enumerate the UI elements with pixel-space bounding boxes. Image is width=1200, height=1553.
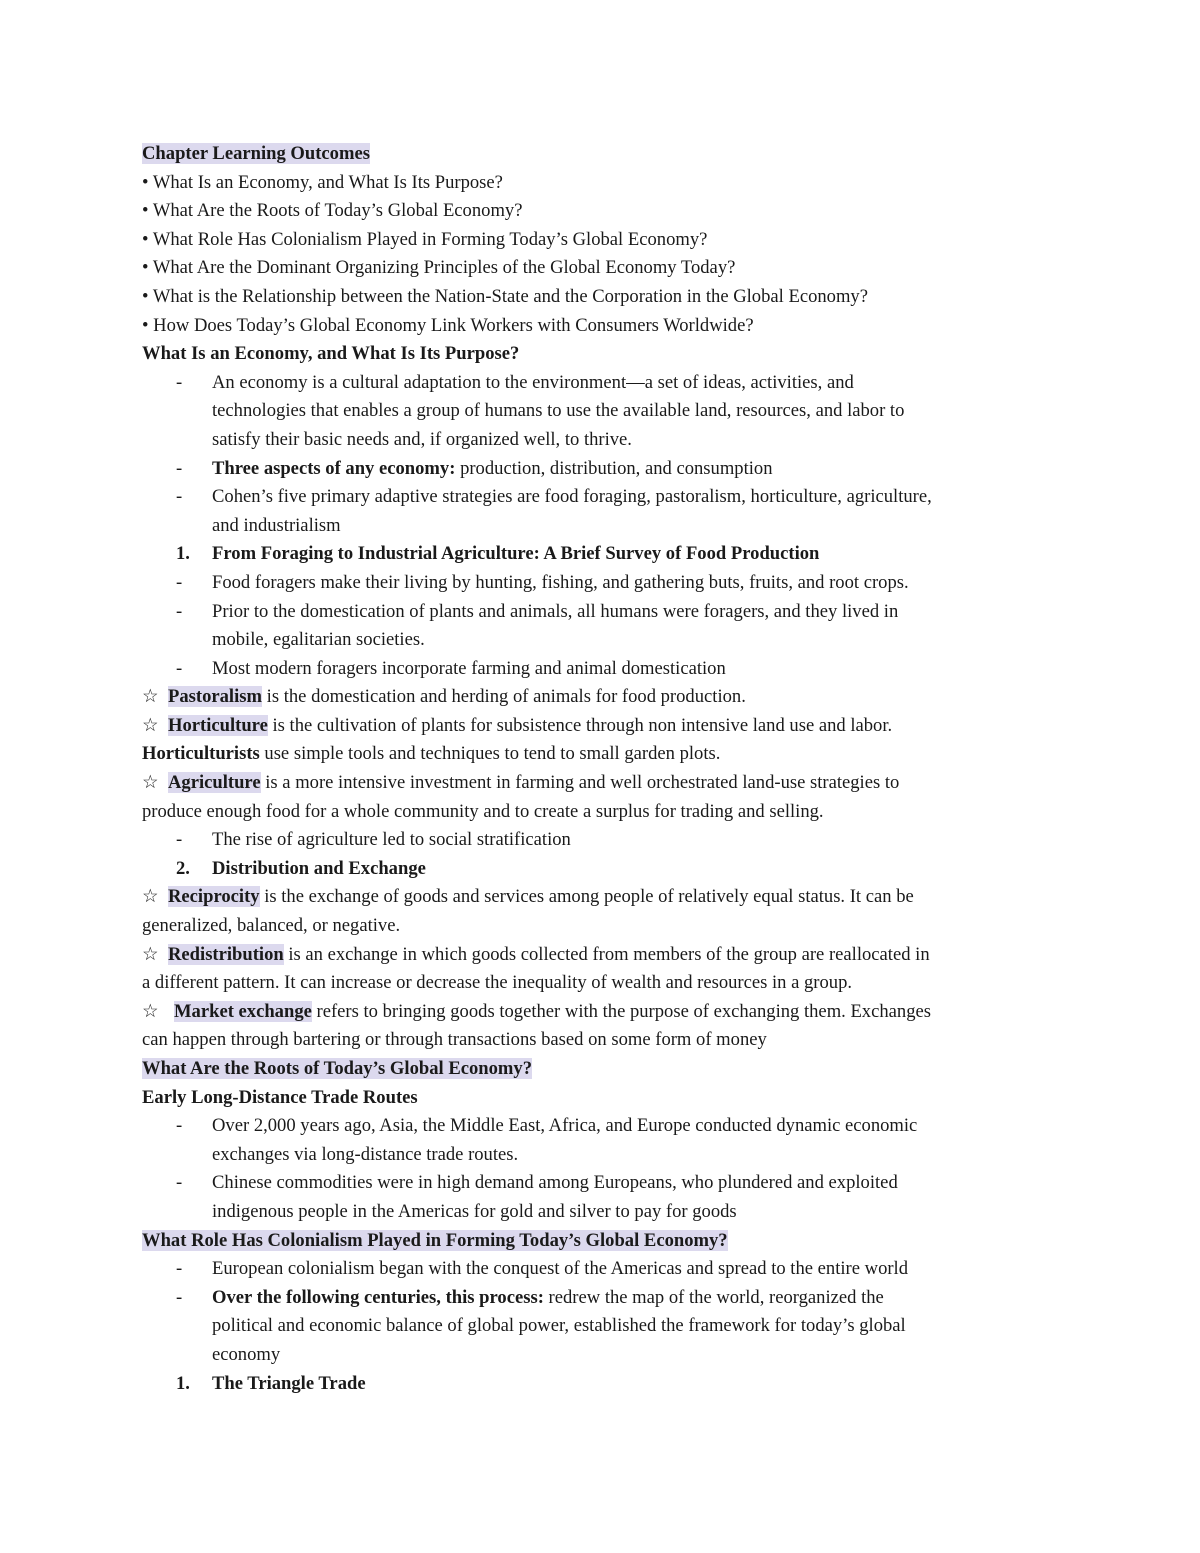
definition-text: can happen through bartering or through transactions based on some form of money [142, 1029, 767, 1051]
bullet-text: satisfy their basic needs and, if organized well, to thrive. [212, 428, 632, 450]
outcomes-title: Chapter Learning Outcomes [142, 143, 370, 164]
definition-text: produce enough food for a whole community and to create a surplus for trading and selling. [142, 800, 824, 822]
bullet-item [142, 1284, 1062, 1370]
outcome-item: • How Does Today’s Global Economy Link Workers with Consumers Worldwide? [142, 314, 754, 336]
definition-pastoralism [142, 683, 1062, 712]
term: Market exchange [174, 1000, 312, 1022]
outcome-item: • What Is an Economy, and What Is Its Purpose? [142, 171, 503, 193]
dash-marker: - [176, 829, 183, 851]
star-icon: ☆ [142, 1000, 159, 1022]
definition-text: is an exchange in which goods collected from members of the group are reallocated in [283, 943, 930, 965]
dash-marker: - [176, 657, 183, 679]
outcome-item: • What Are the Roots of Today’s Global Economy? [142, 200, 523, 222]
dash-marker: - [176, 600, 183, 622]
definition-horticulturists [142, 740, 1062, 769]
numbered-heading-text: The Triangle Trade [212, 1372, 366, 1394]
bullet-text: economy [212, 1343, 281, 1365]
bullet-item [142, 369, 1062, 455]
outcome-item: • What is the Relationship between the Nation-State and the Corporation in the Global Economy? [142, 285, 868, 307]
bullet-item [142, 455, 1062, 484]
dash-marker: - [176, 1172, 183, 1194]
numbered-heading [142, 1370, 1062, 1399]
bullet-text: An economy is a cultural adaptation to the environment—a set of ideas, activities, and [212, 371, 854, 393]
bullet-item [142, 826, 1062, 855]
bullet-text: European colonialism began with the conquest of the Americas and spread to the entire world [212, 1258, 909, 1280]
term: Reciprocity [168, 886, 260, 908]
dash-marker: - [176, 486, 183, 508]
term: Horticulturists [142, 743, 260, 765]
bullet-text: Prior to the domestication of plants and animals, all humans were foragers, and they lived in [212, 600, 899, 622]
term: Agriculture [168, 772, 261, 794]
definition-market-exchange [142, 998, 1062, 1055]
bullet-text: technologies that enables a group of humans to use the available land, resources, and labor to [212, 400, 905, 422]
dash-marker: - [176, 1258, 183, 1280]
numbered-heading [142, 855, 1062, 884]
number-marker: 1. [176, 1372, 190, 1394]
bullet-item [142, 1255, 1062, 1284]
bullet-text: Cohen’s five primary adaptive strategies are food foraging, pastoralism, horticulture, agriculture, [212, 486, 932, 508]
numbered-heading [142, 540, 1062, 569]
bullet-text: The rise of agriculture led to social stratification [212, 829, 571, 851]
term: Redistribution [168, 943, 284, 965]
term: Horticulture [168, 714, 268, 736]
definition-text: generalized, balanced, or negative. [142, 915, 401, 937]
bullet-text: Chinese commodities were in high demand among Europeans, who plundered and exploited [212, 1172, 898, 1194]
dash-marker: - [176, 371, 183, 393]
number-marker: 2. [176, 857, 190, 879]
definition-agriculture [142, 769, 1062, 826]
definition-text: is the exchange of goods and services among people of relatively equal status. It can be [259, 886, 914, 908]
definition-text: is the cultivation of plants for subsistence through non intensive land use and labor. [267, 714, 893, 736]
bullet-item [142, 598, 1062, 655]
number-marker: 1. [176, 543, 190, 565]
definition-text: is the domestication and herding of animals for food production. [262, 686, 746, 708]
numbered-heading-text: From Foraging to Industrial Agriculture: A Brief Survey of Food Production [212, 543, 820, 565]
outcome-item: • What Are the Dominant Organizing Principles of the Global Economy Today? [142, 257, 736, 279]
star-icon: ☆ [142, 686, 159, 708]
bullet-item [142, 1112, 1062, 1169]
outcome-item: • What Role Has Colonialism Played in Forming Today’s Global Economy? [142, 228, 708, 250]
section-heading-economy: What Is an Economy, and What Is Its Purpose? [142, 343, 520, 365]
bullet-bold-lead: Three aspects of any economy: [212, 457, 456, 479]
section-heading-roots: What Are the Roots of Today’s Global Economy? [142, 1058, 532, 1079]
bullet-text: Over 2,000 years ago, Asia, the Middle East, Africa, and Europe conducted dynamic economic [212, 1115, 918, 1137]
star-icon: ☆ [142, 714, 159, 736]
document-page [142, 140, 1062, 1398]
definition-text: refers to bringing goods together with the purpose of exchanging them. Exchanges [311, 1000, 931, 1022]
term: Pastoralism [168, 686, 262, 708]
bullet-bold-lead: Over the following centuries, this process: [212, 1286, 544, 1308]
numbered-heading-text: Distribution and Exchange [212, 857, 426, 879]
star-icon: ☆ [142, 886, 159, 908]
bullet-text: indigenous people in the Americas for gold and silver to pay for goods [212, 1200, 737, 1222]
bullet-item [142, 569, 1062, 598]
bullet-item [142, 483, 1062, 540]
definition-text: is a more intensive investment in farming and well orchestrated land-use strategies to [260, 772, 900, 794]
dash-marker: - [176, 1115, 183, 1137]
definition-redistribution [142, 941, 1062, 998]
definition-text: a different pattern. It can increase or decrease the inequality of wealth and resources in a group. [142, 972, 853, 994]
section-heading-colonialism: What Role Has Colonialism Played in Forming Today’s Global Economy? [142, 1229, 728, 1251]
bullet-text: Food foragers make their living by hunting, fishing, and gathering buts, fruits, and root crops. [212, 571, 909, 593]
bullet-text: production, distribution, and consumption [455, 457, 773, 479]
bullet-text: exchanges via long-distance trade routes. [212, 1143, 519, 1165]
bullet-item [142, 655, 1062, 684]
dash-marker: - [176, 1286, 183, 1308]
bullet-text: Most modern foragers incorporate farming and animal domestication [212, 657, 726, 679]
star-icon: ☆ [142, 772, 159, 794]
bullet-text: redrew the map of the world, reorganized the [543, 1286, 884, 1308]
dash-marker: - [176, 571, 183, 593]
bullet-item [142, 1169, 1062, 1226]
definition-reciprocity [142, 883, 1062, 940]
bullet-text: mobile, egalitarian societies. [212, 629, 425, 651]
subheading-trade-routes: Early Long-Distance Trade Routes [142, 1086, 418, 1108]
star-icon: ☆ [142, 943, 159, 965]
bullet-text: and industrialism [212, 514, 341, 536]
definition-text: use simple tools and techniques to tend to small garden plots. [259, 743, 721, 765]
dash-marker: - [176, 457, 183, 479]
bullet-text: political and economic balance of global power, established the framework for today’s global [212, 1315, 906, 1337]
definition-horticulture [142, 712, 1062, 741]
